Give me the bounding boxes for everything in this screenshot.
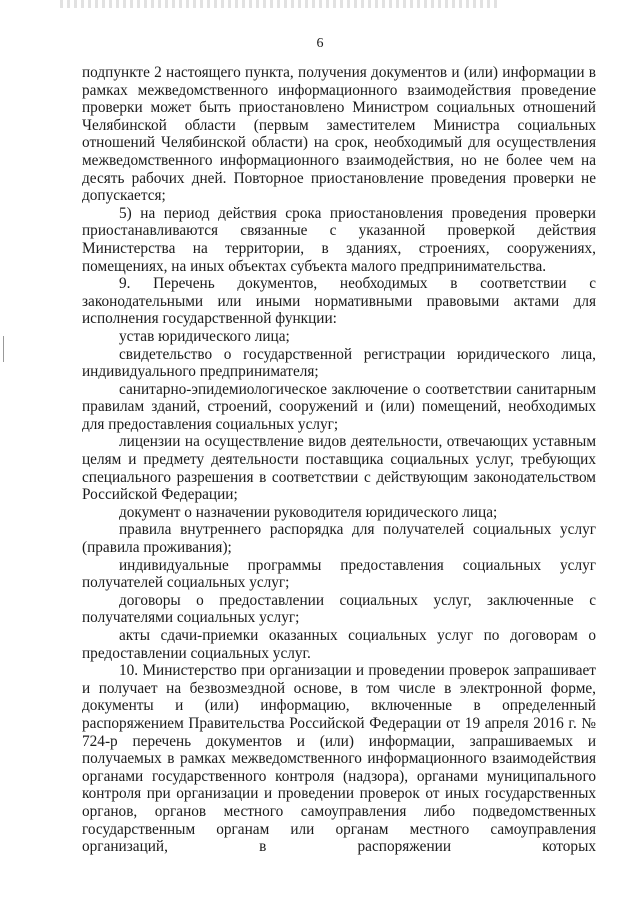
list-item: договоры о предоставлении социальных услуг, заключенные с получателями социальных услуг; bbox=[82, 591, 596, 627]
list-item: лицензии на осуществление видов деятельности, отвечающих уставным целям и предмету деятельности поставщика социальных услуг, требующих специального разрешения в соответствии с действующим законодательством Российской Федерации; bbox=[82, 433, 596, 504]
paragraph-continuation: подпункте 2 настоящего пункта, получения документов и (или) информации в рамках межведомственного информационного взаимодействия проведение проверки может быть приостановлено Министром социальных отношений Челябинской области (первым заместителем Министра социальных отношений Челябинской области) на срок, необходимый для осуществления межведомственного информационного взаимодействия, но не более чем на десять рабочих дней. Повторное приостановление проведения проверки не допускается; bbox=[82, 64, 596, 205]
list-item: правила внутреннего распорядка для получателей социальных услуг (правила проживания); bbox=[82, 521, 596, 557]
paragraph-section-9: 9. Перечень документов, необходимых в соответствии с законодательными или иными нормативными правовыми актами для исполнения государственной функции: bbox=[82, 275, 596, 328]
document-body bbox=[82, 64, 596, 856]
scan-artifact bbox=[60, 0, 500, 8]
list-item: индивидуальные программы предоставления социальных услуг получателей социальных услуг; bbox=[82, 556, 596, 592]
list-item: свидетельство о государственной регистрации юридического лица, индивидуального предпринимателя; bbox=[82, 345, 596, 381]
list-item: акты сдачи-приемки оказанных социальных услуг по договорам о предоставлении социальных услуг. bbox=[82, 627, 596, 662]
paragraph-section-10: 10. Министерство при организации и проведении проверок запрашивает и получает на безвозмездной основе, в том числе в электронной форме, документы и (или) информацию, включенные в определенный распоряжением Правительства Российской Федерации от 19 апреля 2016 г. № 724-р перечень документов и (или) информации, запрашиваемых и получаемых в рамках межведомственного информационного взаимодействия органами государственного контроля (надзора), органами муниципального контроля при организации и проведении проверок от иных государственных органов, органов местного самоуправления либо подведомственных государственным органам или органам местного самоуправления организаций, в распоряжении которых bbox=[82, 662, 596, 856]
paragraph-item-5: 5) на период действия срока приостановления проведения проверки приостанавливаются связанные с указанной проверкой действия Министерства на территории, в зданиях, строениях, сооружениях, помещениях, на иных объектах субъекта малого предпринимательства. bbox=[82, 204, 596, 275]
page-number: 6 bbox=[316, 36, 324, 51]
margin-mark bbox=[3, 336, 4, 362]
list-item: документ о назначении руководителя юридического лица; bbox=[119, 503, 498, 521]
list-item: устав юридического лица; bbox=[119, 327, 290, 345]
list-item: санитарно-эпидемиологическое заключение о соответствии санитарным правилам зданий, строений, сооружений и (или) помещений, необходимых для предоставления социальных услуг; bbox=[82, 380, 596, 433]
